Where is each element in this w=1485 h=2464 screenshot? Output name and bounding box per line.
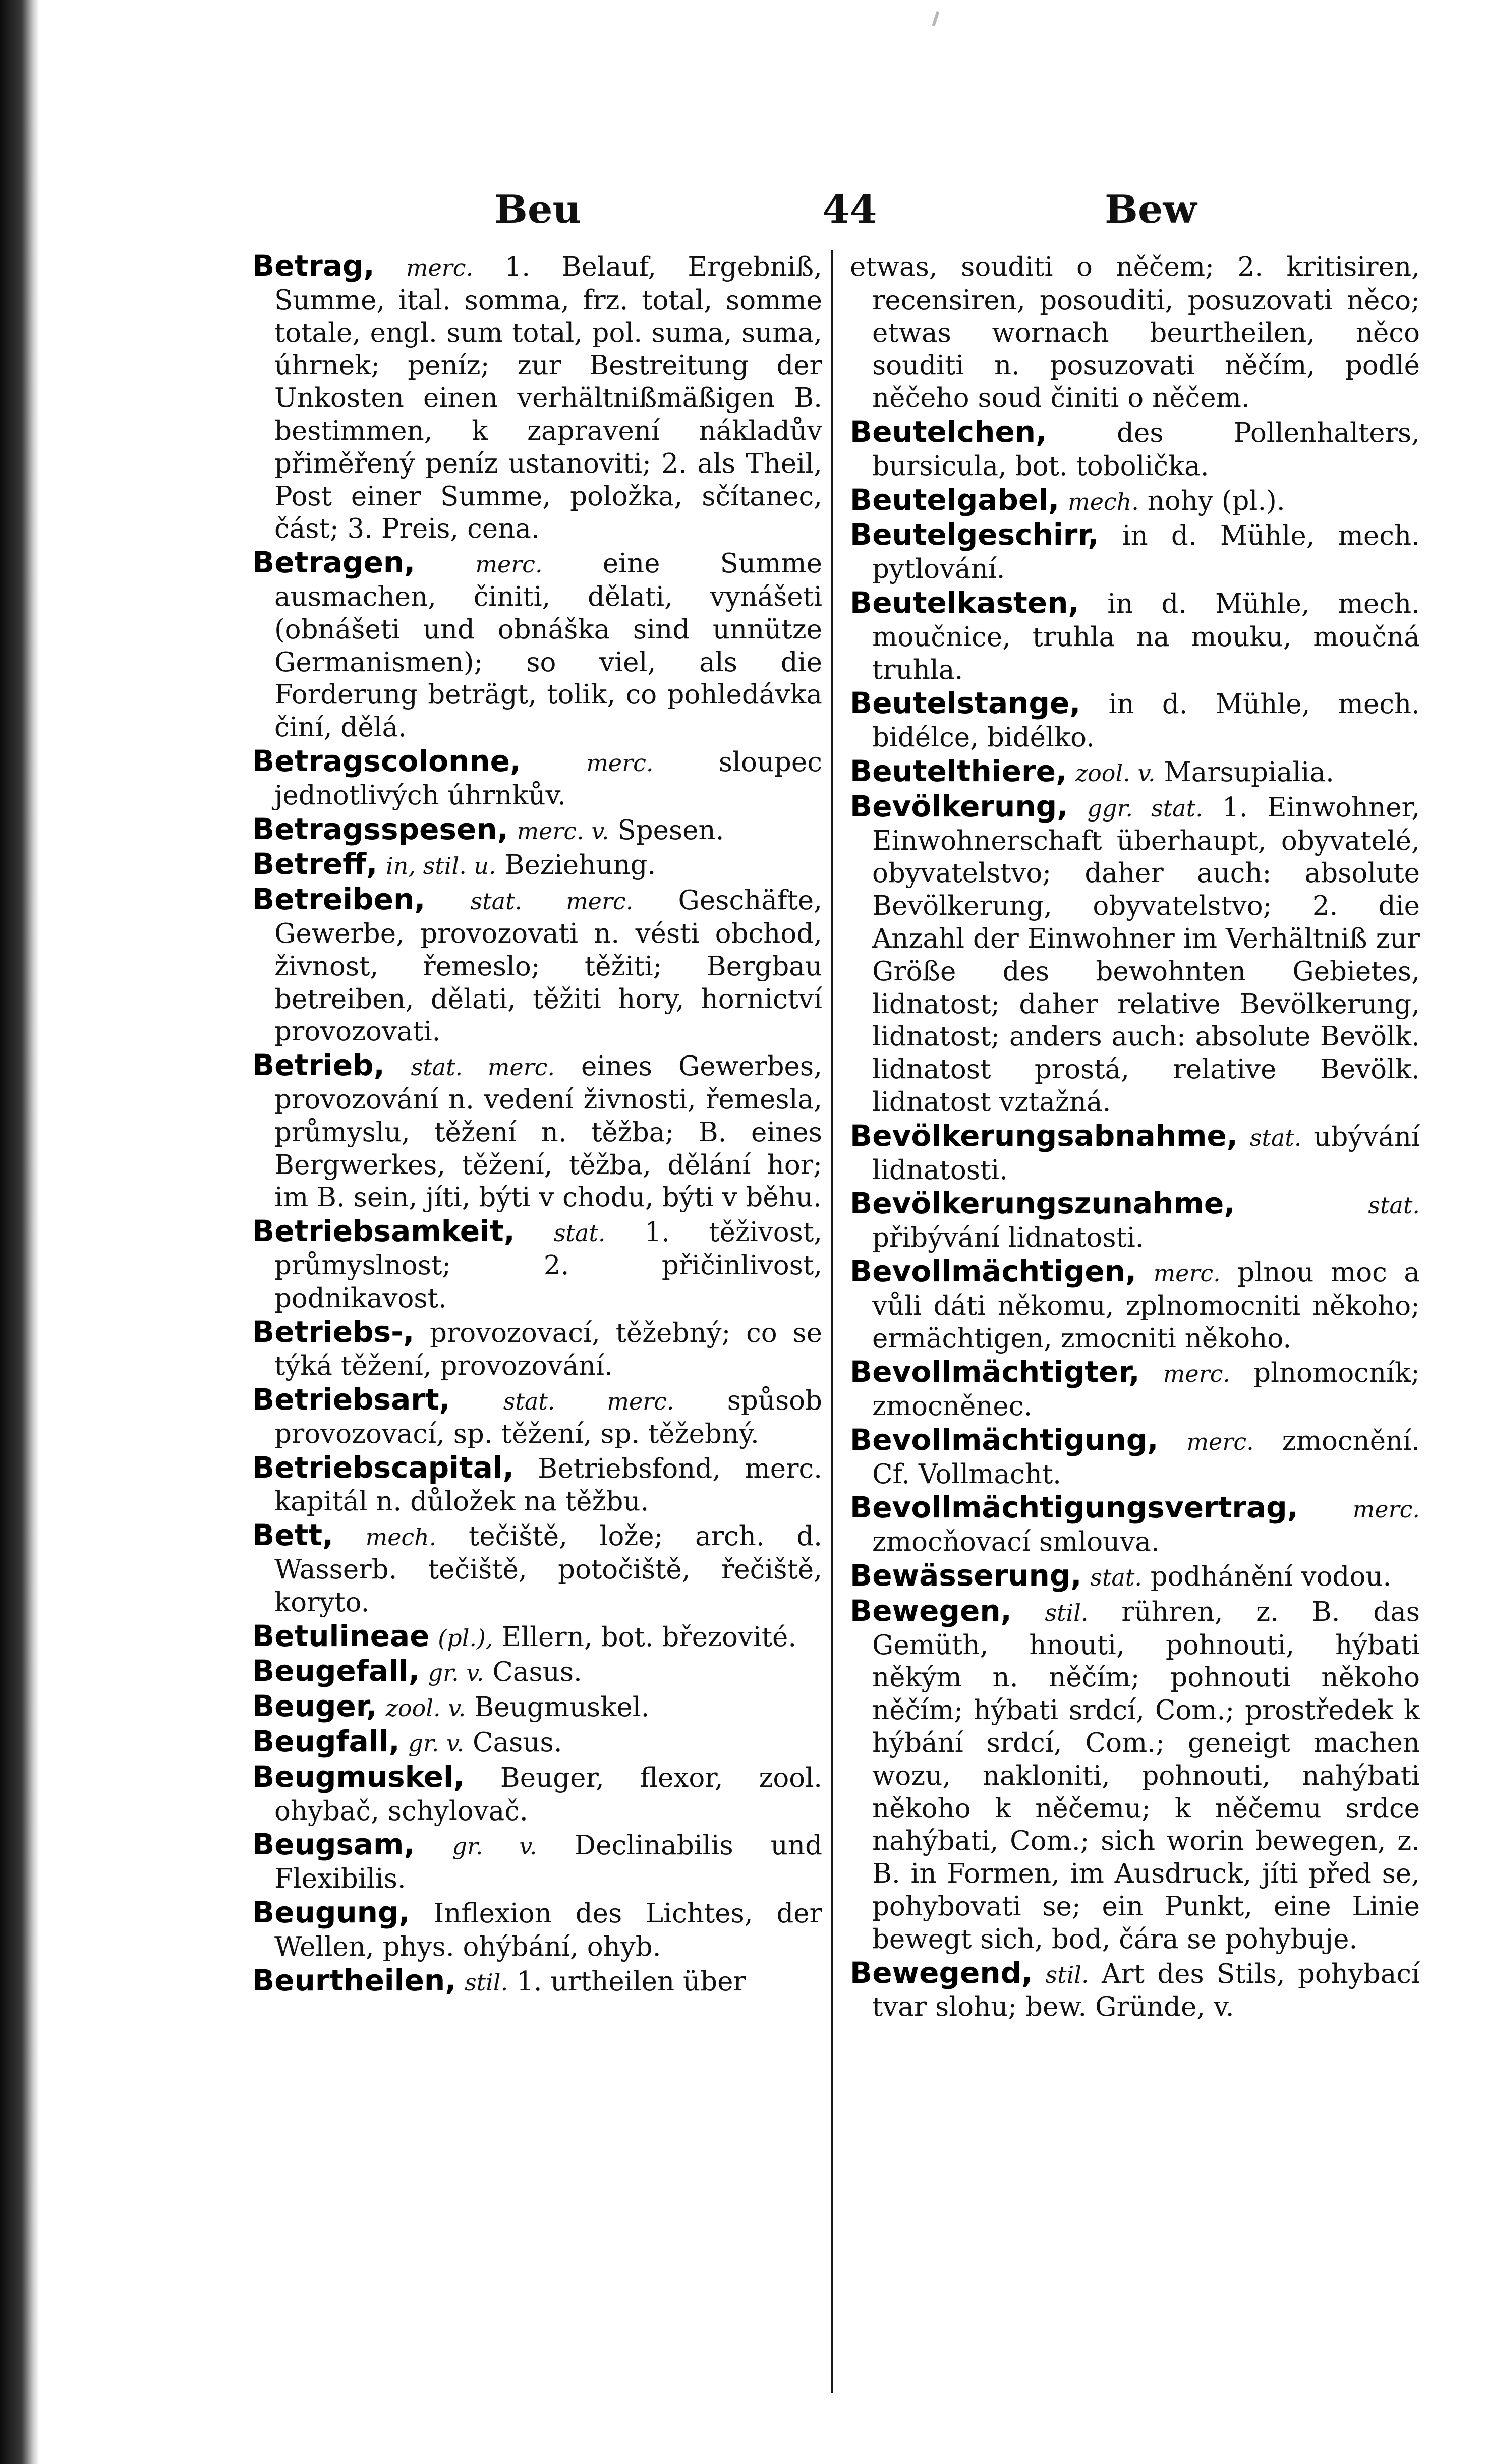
headword: Bevölkerungsabnahme, — [850, 1118, 1238, 1153]
dictionary-entry — [850, 755, 1420, 790]
headword: Bewegend, — [850, 1955, 1033, 1990]
entry-text: podhánění vodou. — [1150, 1561, 1392, 1593]
entry-text: 1. Belauf, Ergebniß, Summe, ital. somma, frz. total, somme totale, engl. sum total, pol. suma, suma, úhrnek; peníz; zur Bestreitung der Unkosten einen verhältnißmäßigen B. bestimmen, k zapravení nákladův přiměřený peníz ustanoviti; 2. als Theil, Post einer Summe, položka, sčítanec, část; 3. Preis, cena. — [274, 252, 822, 545]
dictionary-entry — [252, 546, 822, 744]
entry-label: gr. v. — [452, 1833, 537, 1860]
dictionary-entry — [850, 586, 1420, 686]
entry-text: in d. Mühle, mech. pytlování. — [872, 520, 1420, 585]
entry-text: Marsupialia. — [1164, 756, 1334, 788]
dictionary-entry — [850, 1356, 1420, 1423]
headword: Beutelkasten, — [850, 585, 1079, 620]
entry-text: 1. urtheilen über — [517, 1966, 746, 1997]
dictionary-entry — [850, 790, 1420, 1119]
entry-text: tečiště, lože; arch. d. Wasserb. tečiště, potočiště, řečiště, koryto. — [274, 1521, 822, 1618]
page-number: 44 — [822, 187, 877, 232]
headword: Bevollmächtigter, — [850, 1355, 1140, 1389]
entry-label: gr. v. — [408, 1730, 465, 1757]
dictionary-entry — [252, 1896, 822, 1964]
dictionary-entry — [252, 813, 822, 848]
headword: Bevollmächtigen, — [850, 1254, 1136, 1288]
headword: Bevölkerung, — [850, 789, 1068, 824]
dictionary-entry — [252, 1049, 822, 1214]
headword: Betrieb, — [252, 1048, 385, 1083]
headword: Bevölkerungszunahme, — [850, 1186, 1235, 1221]
entry-text: 1. Einwohner, Einwohnerschaft überhaupt, obyvatelé, obyvatelstvo; daher auch: absolute Bevölkerung, obyvatelstvo; 2. die Anzahl der Einwohner im Verhältniß zur Größe des bewohnten Gebietes, lidnatost; daher relative Bevölkerung, lidnatost; anders auch: absolute Bevölk. lidnatost prostá, relative Bevölk. lidnatost vztažná. — [872, 792, 1420, 1118]
dictionary-entry — [850, 416, 1420, 483]
dictionary-entry — [252, 1690, 822, 1725]
dictionary-entry — [850, 1595, 1420, 1956]
entry-text: Beuger, flexor, zool. ohybač, schylovač. — [274, 1762, 822, 1827]
entry-label: merc. v. — [517, 817, 609, 845]
headword: Betulineae — [252, 1618, 430, 1653]
headword: Beugsam, — [252, 1827, 415, 1862]
headword: Beutelchen, — [850, 414, 1047, 449]
entry-label: stat. merc. — [503, 1388, 674, 1416]
paper-mark — [932, 11, 940, 26]
headword: Betriebsamkeit, — [252, 1214, 515, 1249]
entry-label: stat. merc. — [411, 1053, 555, 1081]
entry-label: stat. — [1249, 1124, 1302, 1151]
headword: Beugmuskel, — [252, 1759, 465, 1794]
entry-label: mech. — [1068, 488, 1139, 515]
headword: Bewässerung, — [850, 1558, 1082, 1593]
entry-text: eines Gewerbes, provozování n. vedení živnosti, řemesla, průmyslu, těžení n. těžba; B. eines Bergwerkes, těžení, těžba, dělání hor; im B. sein, jíti, býti v chodu, býti v běhu. — [274, 1051, 822, 1213]
entry-text: Spesen. — [617, 814, 724, 846]
entry-label: merc. — [1153, 1259, 1221, 1287]
entry-label: stil. — [1045, 1961, 1089, 1988]
dictionary-entry — [252, 1383, 822, 1451]
dictionary-entry — [252, 1451, 822, 1519]
entry-text: spůsob provozovací, sp. těžení, sp. těžebný. — [274, 1385, 822, 1449]
dictionary-entry — [850, 687, 1420, 754]
dictionary-entry — [850, 518, 1420, 586]
entry-label: zool. v. — [1075, 759, 1156, 787]
headword: Betragscolonne, — [252, 743, 521, 778]
entry-text: Casus. — [473, 1727, 562, 1758]
book-gutter-shadow — [0, 0, 39, 2464]
entry-label: zool. v. — [385, 1694, 466, 1722]
entry-label: stat. merc. — [470, 888, 634, 915]
entry-text: přibývání lidnatosti. — [872, 1222, 1144, 1254]
entry-text: etwas, souditi o něčem; 2. kritisiren, recensiren, posouditi, posuzovati něco; etwas wornach beurtheilen, něco souditi n. posuzovati něčím, podlé něčeho soud činiti o něčem. — [850, 252, 1420, 414]
headword: Betrag, — [252, 250, 375, 283]
entry-label: merc. — [1352, 1496, 1420, 1523]
dictionary-entry — [252, 1655, 822, 1689]
dictionary-entry — [252, 1964, 822, 1999]
dictionary-entry — [850, 1559, 1420, 1594]
dictionary-entry — [252, 1828, 822, 1896]
dictionary-entry — [850, 1957, 1420, 2024]
entry-text: Geschäfte, Gewerbe, provozovati n. vésti obchod, živnost, řemeslo; těžiti; Bergbau betreiben, dělati, těžiti hory, hornictví provozovati. — [274, 885, 822, 1047]
entry-text: zmocnění. Cf. Vollmacht. — [872, 1425, 1420, 1490]
entry-label: gr. v. — [428, 1659, 484, 1687]
dictionary-entry — [850, 250, 1420, 415]
entry-text: Art des Stils, pohybací tvar slohu; bew. Gründe, v. — [872, 1958, 1420, 2023]
dictionary-entry — [850, 1255, 1420, 1355]
entry-text: Ellern, bot. březovité. — [501, 1621, 797, 1653]
dictionary-entry — [850, 1424, 1420, 1491]
entry-label: merc. — [475, 551, 543, 578]
entry-label: ggr. stat. — [1087, 794, 1203, 822]
dictionary-entry — [252, 848, 822, 883]
entry-text: eine Summe ausmachen, činiti, dělati, vynášeti (obnášeti und obnáška sind unnütze Germanismen); so viel, als die Forderung beträgt, tolik, co pohledávka činí, dělá. — [274, 548, 822, 743]
entry-text: rühren, z. B. das Gemüth, hnouti, pohnouti, hýbati někým n. něčím; pohnouti někoho něčím; hýbati srdcí, Com.; prostředek k hýbání srdcí, Com.; geneigt machen wozu, nakloniti, pohnouti, nahýbati někoho k něčemu; k něčemu srdce nahýbati, Com.; sich worin bewegen, z. B. in Formen, im Ausdruck, jíti před se, pohybovati se; ein Punkt, eine Linie bewegt sich, bod, čára se pohybuje. — [872, 1596, 1420, 1955]
entry-text: plnomocník; zmocněnec. — [872, 1358, 1420, 1422]
dictionary-entry — [252, 250, 822, 546]
dictionary-entry — [252, 1761, 822, 1828]
entry-text: 1. těživost, průmyslnost; 2. přičinlivost, podnikavost. — [274, 1217, 822, 1314]
column-divider — [831, 250, 833, 2393]
left-column — [252, 250, 822, 2418]
right-column — [850, 250, 1420, 2418]
dictionary-entry — [252, 1215, 822, 1315]
running-head-left: Beu — [494, 187, 582, 232]
headword: Betriebscapital, — [252, 1450, 514, 1485]
headword: Beugefall, — [252, 1654, 420, 1688]
headword: Bevollmächtigung, — [850, 1422, 1159, 1457]
headword: Betragsspesen, — [252, 811, 508, 846]
entry-text: in d. Mühle, mech. bidélce, bidélko. — [872, 689, 1420, 753]
dictionary-entry — [252, 1519, 822, 1619]
dictionary-entry — [850, 1491, 1420, 1559]
entry-label: merc. — [406, 254, 474, 281]
headword: Beutelthiere, — [850, 753, 1067, 788]
dictionary-entry — [252, 745, 822, 812]
entry-text: provozovací, těžebný; co se týká těžení, provozování. — [274, 1317, 822, 1382]
headword: Beugung, — [252, 1895, 410, 1930]
entry-text: Beugmuskel. — [474, 1692, 650, 1723]
dictionary-entry — [850, 1187, 1420, 1255]
running-head-right: Bew — [1105, 187, 1197, 232]
headword: Betriebsart, — [252, 1382, 450, 1417]
headword: Bett, — [252, 1518, 334, 1553]
headword: Beuger, — [252, 1689, 377, 1724]
entry-text: sloupec jednotlivých úhrnkův. — [274, 746, 822, 811]
headword: Betriebs-, — [252, 1314, 415, 1349]
headword: Bevollmächtigungsvertrag, — [850, 1490, 1298, 1525]
entry-label: stil. — [1045, 1599, 1089, 1626]
entry-label: merc. — [1163, 1360, 1230, 1388]
entry-text: plnou moc a vůli dáti někomu, zplnomocniti někoho; ermächtigen, zmocniti někoho. — [872, 1257, 1420, 1354]
entry-text: Betriebsfond, merc. kapitál n. důložek na těžbu. — [274, 1453, 822, 1517]
headword: Betreff, — [252, 847, 378, 882]
dictionary-entry — [252, 883, 822, 1048]
entry-text: Casus. — [492, 1657, 582, 1688]
headword: Betragen, — [252, 545, 416, 580]
entry-text: Inflexion des Lichtes, der Wellen, phys. ohýbání, ohyb. — [274, 1898, 822, 1962]
entry-text: Beziehung. — [504, 850, 656, 881]
entry-text: Declinabilis und Flexibilis. — [274, 1830, 822, 1895]
entry-label: stat. — [1090, 1564, 1142, 1592]
dictionary-entry — [850, 484, 1420, 518]
headword: Beutelgeschirr, — [850, 517, 1099, 552]
entry-text: in d. Mühle, mech. moučnice, truhla na mouku, moučná truhla. — [872, 588, 1420, 685]
entry-label: merc. — [1186, 1428, 1254, 1455]
headword: Betreiben, — [252, 882, 426, 917]
dictionary-entry — [252, 1725, 822, 1760]
entry-label: stat. — [553, 1219, 606, 1247]
entry-label: in, stil. u. — [386, 852, 496, 880]
headword: Beugfall, — [252, 1724, 400, 1759]
entry-text: nohy (pl.). — [1147, 485, 1285, 516]
entry-text: zmocňovací smlouva. — [872, 1527, 1160, 1558]
entry-label: (pl.), — [438, 1624, 493, 1652]
dictionary-entry — [252, 1620, 822, 1655]
entry-text: ubývání lidnatosti. — [872, 1121, 1420, 1186]
headword: Beutelgabel, — [850, 482, 1060, 517]
entry-label: stat. — [1368, 1192, 1420, 1219]
dictionary-entry — [850, 1120, 1420, 1187]
entry-label: mech. — [365, 1523, 437, 1551]
entry-text: des Pollenhalters, bursicula, bot. tobolička. — [872, 417, 1420, 482]
entry-label: merc. — [586, 749, 654, 777]
dictionary-entry — [252, 1316, 822, 1383]
entry-label: stil. — [465, 1968, 508, 1996]
headword: Beutelstange, — [850, 686, 1081, 721]
headword: Bewegen, — [850, 1593, 1012, 1628]
headword: Beurtheilen, — [252, 1963, 456, 1998]
